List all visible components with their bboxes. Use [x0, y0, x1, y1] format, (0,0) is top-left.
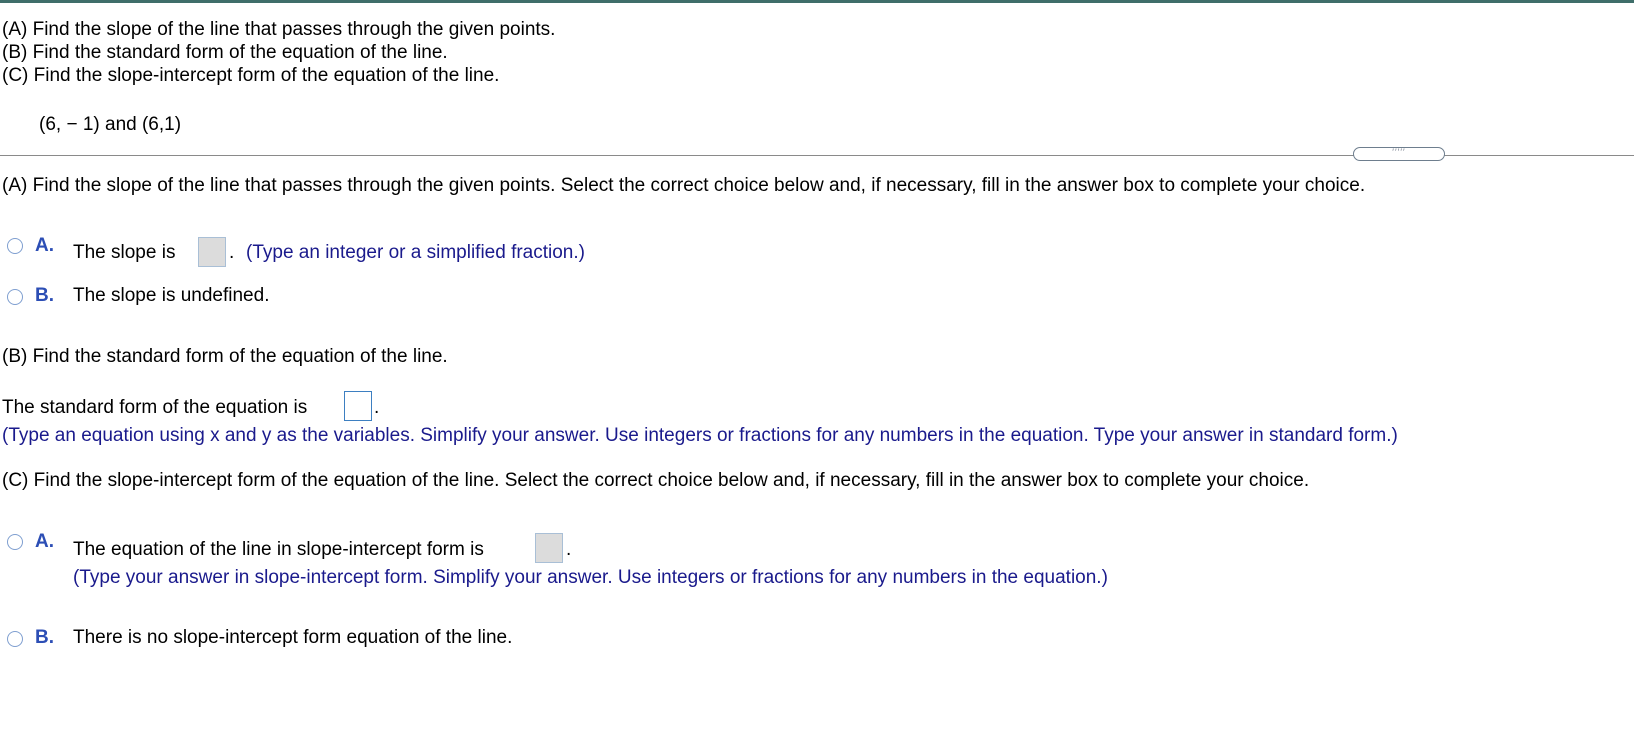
- top-border: [0, 0, 1634, 3]
- part-c-choice-a-letter: A.: [35, 531, 54, 552]
- part-a-choice-b-radio[interactable]: [7, 289, 23, 305]
- part-a-choice-b-letter: B.: [35, 285, 54, 306]
- part-c-choice-a-period: .: [566, 539, 572, 560]
- part-a-choice-a-hint: (Type an integer or a simplified fraction.): [246, 242, 585, 263]
- part-b-prompt: (B) Find the standard form of the equation of the line.: [2, 346, 448, 367]
- part-c-choice-a-text: The equation of the line in slope-intercept form is: [73, 539, 484, 560]
- problem-line-a: (A) Find the slope of the line that passes through the given points.: [2, 19, 556, 40]
- part-c-choice-a-radio[interactable]: [7, 534, 23, 550]
- part-a-choice-a-letter: A.: [35, 235, 54, 256]
- part-a-choice-a-period: .: [229, 242, 235, 263]
- part-a-choice-b-text: The slope is undefined.: [73, 285, 270, 306]
- part-a-choice-a-radio[interactable]: [7, 238, 23, 254]
- part-c-choice-b-radio[interactable]: [7, 631, 23, 647]
- problem-line-c: (C) Find the slope-intercept form of the equation of the line.: [2, 65, 500, 86]
- part-c-choice-b-text: There is no slope-intercept form equation of the line.: [73, 627, 513, 648]
- part-a-prompt: (A) Find the slope of the line that passes through the given points. Select the correct choice below and, if necessary, fill in the answer box to complete your choice.: [2, 175, 1366, 196]
- part-a-choice-a-text: The slope is: [73, 242, 176, 263]
- part-c-choice-b-letter: B.: [35, 627, 54, 648]
- problem-line-b: (B) Find the standard form of the equation of the line.: [2, 42, 448, 63]
- slope-answer-box[interactable]: [198, 237, 226, 267]
- given-points: (6, − 1) and (6,1): [39, 114, 182, 135]
- part-b-hint: (Type an equation using x and y as the variables. Simplify your answer. Use integers or fractions for any numbers in the equation. Type your answer in standard form.): [2, 425, 1398, 446]
- part-c-prompt: (C) Find the slope-intercept form of the equation of the line. Select the correct choice below and, if necessary, fill in the answer box to complete your choice.: [2, 470, 1310, 491]
- part-c-choice-a-hint: (Type your answer in slope-intercept form. Simplify your answer. Use integers or fractions for any numbers in the equation.): [73, 567, 1108, 588]
- standard-form-answer-box[interactable]: [344, 391, 372, 421]
- part-b-answer-label: The standard form of the equation is: [2, 397, 308, 418]
- slope-intercept-answer-box[interactable]: [535, 533, 563, 563]
- part-b-answer-period: .: [374, 397, 380, 418]
- divider-drag-handle[interactable]: ′′′′′: [1353, 147, 1445, 161]
